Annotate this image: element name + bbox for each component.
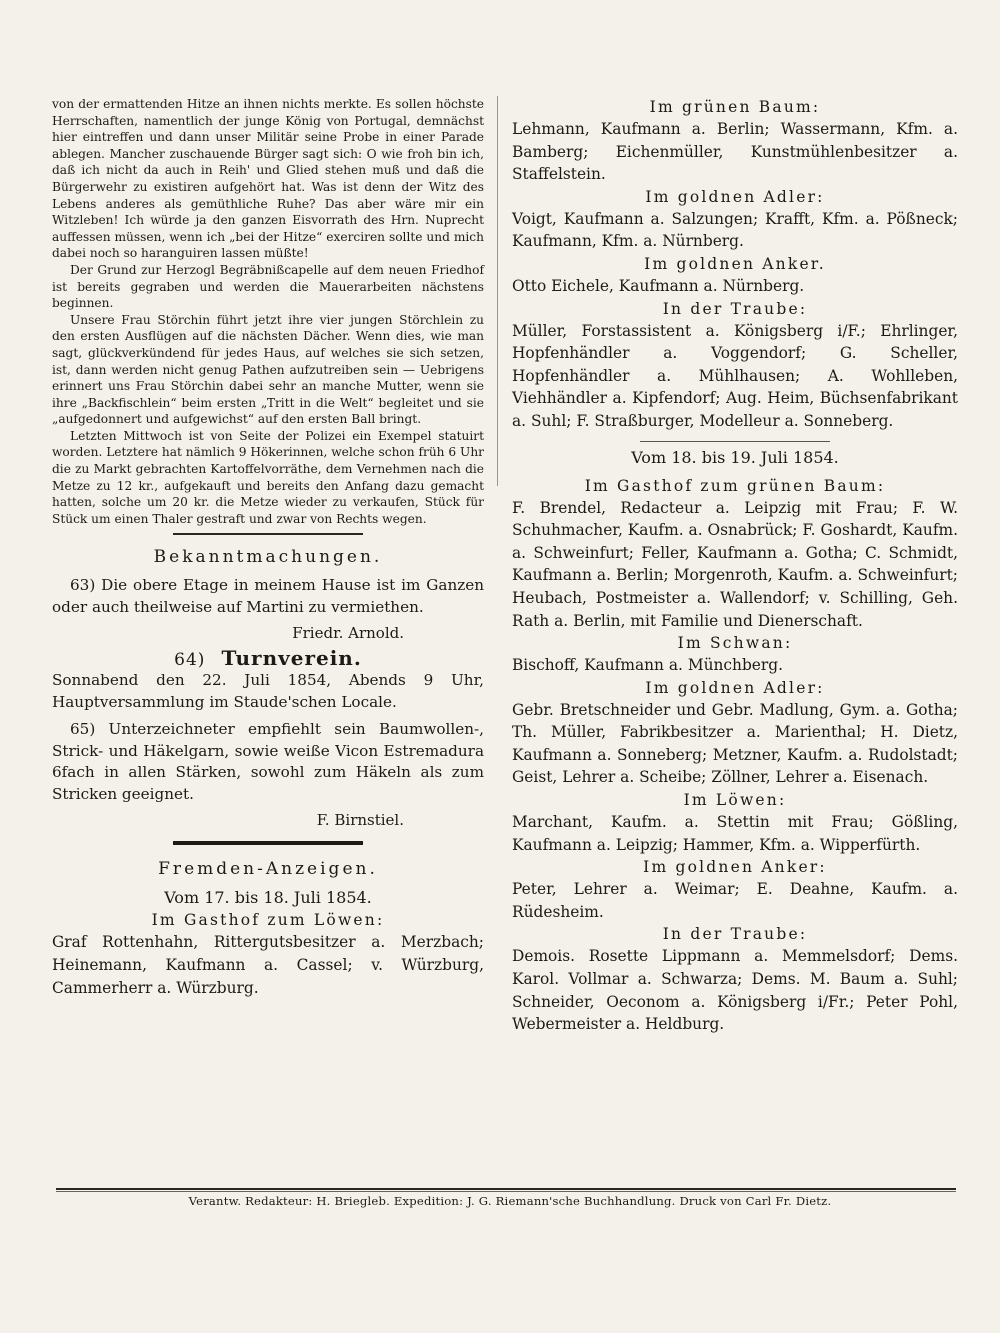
section-divider <box>173 533 363 535</box>
section-divider-thick <box>173 841 363 845</box>
hotel-heading: In der Traube: <box>662 299 808 318</box>
hotel-heading: Im Gasthof zum Löwen: <box>151 911 385 930</box>
guest-list: Lehmann, Kaufmann a. Berlin; Wassermann, Kfm. a. Bamberg; Eichenmüller, Kunstmühlenbesitzer a. Staffelstein. <box>512 120 958 184</box>
notice-65: 65) Unterzeichneter empfiehlt sein Baumwollen-, Strick- und Häkelgarn, sowie weiße Vicon Estremadura 6fach in allen Stärken, sowohl zum Häkeln als zum Stricken geeignet. <box>52 720 484 803</box>
notice-64-number: 64) <box>174 650 206 671</box>
hotel-heading: Im goldnen Adler: <box>645 187 825 206</box>
guest-list: F. Brendel, Redacteur a. Leipzig mit Frau; F. W. Schuhmacher, Kaufm. a. Osnabrück; F. Goshardt, Kaufm. a. Schweinfurt; Feller, Kaufmann a. Gotha; C. Schmidt, Kaufmann a. Berlin; Morgenroth, Kaufm. a. Schweinfurt; Heubach, Postmeister a. Wallendorf; v. Schilling, Geh. Rath a. Berlin, mit Familie und Dienerschaft. <box>512 498 958 630</box>
hotel-heading: Im Schwan: <box>677 634 793 653</box>
notice-64-text: Sonnabend den 22. Juli 1854, Abends 9 Uhr, Hauptversammlung im Staude'schen Locale. <box>52 671 484 711</box>
hotel-heading: In der Traube: <box>662 925 808 944</box>
foreign-arrivals-heading: Fremden-Anzeigen. <box>158 859 378 880</box>
guest-list: Voigt, Kaufmann a. Salzungen; Krafft, Kfm. a. Pößneck; Kaufmann, Kfm. a. Nürnberg. <box>512 209 958 251</box>
guest-list: Otto Eichele, Kaufmann a. Nürnberg. <box>512 276 805 295</box>
notice-63-signature: Friedr. Arnold. <box>292 624 404 643</box>
date-range: Vom 17. bis 18. Juli 1854. <box>164 888 372 908</box>
footer-rule <box>56 1188 956 1190</box>
hotel-heading: Im goldnen Anker: <box>643 858 827 877</box>
guest-list: Demois. Rosette Lippmann a. Memmelsdorf; Dems. Karol. Vollmar a. Schwarza; Dems. M. Baum a. Suhl; Schneider, Oeconom a. Königsberg i/Fr.; Peter Pohl, Webermeister a. Heldburg. <box>512 947 958 1034</box>
guest-list: Gebr. Bretschneider und Gebr. Madlung, Gym. a. Gotha; Th. Müller, Fabrikbesitzer a. Marienthal; H. Dietz, Kaufmann a. Sonneberg; Metzner, Kaufm. a. Rudolstadt; Geist, Lehrer a. Scheibe; Zöllner, Lehrer a. Eisenach. <box>512 700 958 787</box>
news-paragraph: Letzten Mittwoch ist von Seite der Polizei ein Exempel statuirt worden. Letztere hat nämlich 9 Hökerinnen, welche schon früh 6 Uhr die zu Markt gebrachten Kartoffelvorräthe, dem Vernehmen nach die Metze zu 12 kr., aufgekauft und bereits den Anfang dazu gemacht hatten, solche um 20 kr. die Metze wieder zu verkaufen, Stück für Stück um einen Thaler gestraft und zwar von Rechts wegen. <box>52 428 484 526</box>
imprint-footer: Verantw. Redakteur: H. Briegleb. Expedition: J. G. Riemann'sche Buchhandlung. Druck von Carl Fr. Dietz. <box>188 1194 832 1208</box>
notice-64-title: Turnverein. <box>221 646 362 671</box>
column-divider <box>497 96 498 486</box>
notice-65-signature: F. Birnstiel. <box>316 811 404 830</box>
hotel-heading: Im goldnen Adler: <box>645 678 825 697</box>
guest-list: Müller, Forstassistent a. Königsberg i/F.; Ehrlinger, Hopfenhändler a. Voggendorf; G. Scheller, Hopfenhändler a. Mühlhausen; A. Wohlleben, Viehhändler a. Kipfendorf; Aug. Heim, Büchsenfabrikant a. Suhl; F. Straßburger, Modelleur a. Sonneberg. <box>512 321 958 430</box>
guest-list: Bischoff, Kaufmann a. Münchberg. <box>512 656 784 675</box>
news-section <box>52 96 484 527</box>
notice-63: 63) Die obere Etage in meinem Hause ist im Ganzen oder auch theilweise auf Martini zu vermiethen. <box>52 576 484 616</box>
news-paragraph: Der Grund zur Herzogl Begräbnißcapelle auf dem neuen Friedhof ist bereits gegraben und werden die Mauerarbeiten nächstens beginnen. <box>52 262 484 311</box>
news-paragraph: von der ermattenden Hitze an ihnen nichts merkte. Es sollen höchste Herrschaften, namentlich der junge König von Portugal, demnächst hier eintreffen und dann unser Militär seine Probe in einer Parade ablegen. Mancher zuschauende Bürger sagt sich: O wie froh bin ich, daß ich nicht da auch in Reih' und Glied stehen muß und daß die Bürgerwehr zu existiren aufgehört hat. Was ist denn der Witz des Lebens anderes als gemüthliche Ruhe? Das aber wäre mir ein Witzleben! Ich würde ja den ganzen Eisvorrath des Hrn. Nuprecht auffessen müssen, wenn ich „bei der Hitze“ exerciren sollte und mich dabei noch so haranguiren lassen müßte! <box>52 97 484 261</box>
guest-list: Peter, Lehrer a. Weimar; E. Deahne, Kaufm. a. Rüdesheim. <box>512 880 958 921</box>
notice-64-heading <box>52 646 484 670</box>
footer-rule <box>56 1191 956 1192</box>
hotel-heading: Im Löwen: <box>683 791 787 810</box>
left-column <box>52 96 484 999</box>
right-column <box>512 96 958 1036</box>
hotel-heading: Im grünen Baum: <box>649 98 821 116</box>
announcements-heading: Bekanntmachungen. <box>153 547 383 568</box>
hotel-heading: Im goldnen Anker. <box>644 254 826 273</box>
news-paragraph: Unsere Frau Störchin führt jetzt ihre vier jungen Störchlein zu den ersten Ausflügen auf die nächsten Dächer. Wenn dies, wie man sagt, glückverkündend für jedes Haus, auf welches sie sich setzen, ist, dann werden nicht genug Pathen aufzutreiben sein — Uebrigens erinnert uns Frau Störchin dabei sehr an manche Mutter, wenn sie ihre „Backfischlein“ beim ersten „Tritt in die Welt“ begleitet und sie „aufgedonnert und aufgewichst“ auf den ersten Ball bringt. <box>52 312 484 427</box>
guest-list: Marchant, Kaufm. a. Stettin mit Frau; Gößling, Kaufmann a. Leipzig; Hammer, Kfm. a. Wipperfürth. <box>512 813 958 854</box>
date-range: Vom 18. bis 19. Juli 1854. <box>631 447 839 467</box>
section-divider <box>640 441 830 442</box>
guest-list: Graf Rottenhahn, Rittergutsbesitzer a. Merzbach; Heinemann, Kaufmann a. Cassel; v. Würzburg, Cammerherr a. Würzburg. <box>52 933 484 997</box>
hotel-heading: Im Gasthof zum grünen Baum: <box>584 476 886 495</box>
